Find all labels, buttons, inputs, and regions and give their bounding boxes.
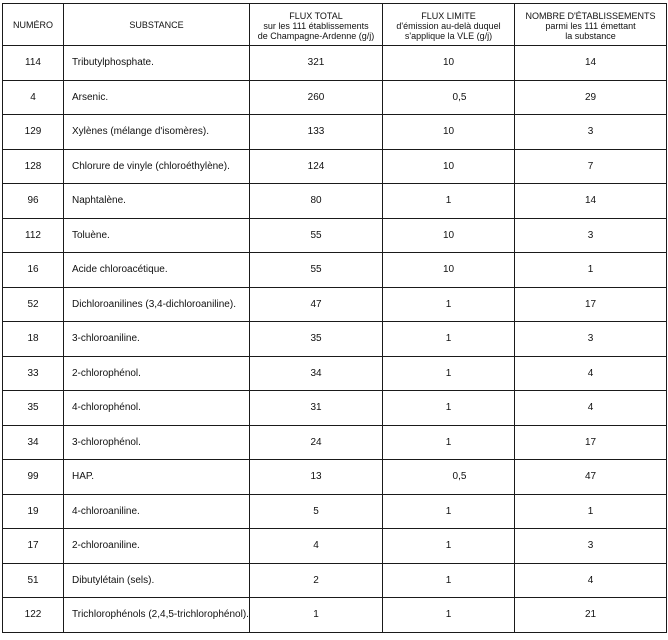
cell-substance: 3-chlorophénol.	[64, 425, 250, 460]
cell-flux-total: 80	[250, 184, 383, 219]
cell-nombre: 29	[515, 80, 667, 115]
cell-flux-total: 24	[250, 425, 383, 460]
cell-numero: 18	[3, 322, 64, 357]
header-flux-limite-line: FLUX LIMITE	[421, 11, 476, 21]
table-row	[3, 425, 667, 460]
cell-substance: Trichlorophénols (2,4,5-trichlorophénol).	[64, 598, 250, 633]
cell-numero: 52	[3, 287, 64, 322]
table-row	[3, 184, 667, 219]
cell-numero: 17	[3, 529, 64, 564]
cell-numero: 96	[3, 184, 64, 219]
cell-flux-total: 34	[250, 356, 383, 391]
cell-numero: 114	[3, 46, 64, 81]
cell-flux-total: 133	[250, 115, 383, 150]
cell-flux-limite: 1	[383, 529, 515, 564]
header-nombre-line: NOMBRE D'ÉTABLISSEMENTS	[525, 11, 656, 21]
cell-flux-total: 260	[250, 80, 383, 115]
cell-flux-limite: 1	[383, 356, 515, 391]
cell-substance: Acide chloroacétique.	[64, 253, 250, 288]
cell-substance: 2-chloroaniline.	[64, 529, 250, 564]
cell-flux-total: 5	[250, 494, 383, 529]
cell-substance: Toluène.	[64, 218, 250, 253]
table-row	[3, 80, 667, 115]
table-row	[3, 356, 667, 391]
header-numero: NUMÉRO	[3, 4, 64, 46]
cell-nombre: 1	[515, 494, 667, 529]
table-row	[3, 494, 667, 529]
cell-substance: Dibutylétain (sels).	[64, 563, 250, 598]
header-flux-total-line: FLUX TOTAL	[289, 11, 343, 21]
header-flux-total	[250, 4, 383, 46]
cell-numero: 33	[3, 356, 64, 391]
table-row	[3, 460, 667, 495]
header-nombre	[515, 4, 667, 46]
table-row	[3, 563, 667, 598]
cell-nombre: 17	[515, 287, 667, 322]
cell-substance: Arsenic.	[64, 80, 250, 115]
cell-flux-total: 55	[250, 253, 383, 288]
substances-table	[2, 3, 667, 633]
cell-flux-limite: 0,5	[383, 460, 515, 495]
cell-nombre: 3	[515, 218, 667, 253]
cell-flux-limite: 10	[383, 218, 515, 253]
cell-flux-total: 321	[250, 46, 383, 81]
header-flux-total-line: sur les 111 établissements	[263, 21, 369, 31]
cell-flux-total: 31	[250, 391, 383, 426]
header-substance: SUBSTANCE	[64, 4, 250, 46]
cell-flux-total: 2	[250, 563, 383, 598]
cell-nombre: 3	[515, 322, 667, 357]
table-row	[3, 287, 667, 322]
table-row	[3, 391, 667, 426]
cell-nombre: 3	[515, 115, 667, 150]
cell-nombre: 7	[515, 149, 667, 184]
cell-nombre: 21	[515, 598, 667, 633]
cell-flux-total: 4	[250, 529, 383, 564]
cell-numero: 4	[3, 80, 64, 115]
cell-flux-limite: 1	[383, 598, 515, 633]
cell-substance: 3-chloroaniline.	[64, 322, 250, 357]
cell-flux-total: 35	[250, 322, 383, 357]
cell-flux-limite: 10	[383, 115, 515, 150]
table-row	[3, 46, 667, 81]
header-nombre-line: parmi les 111 émettant	[545, 21, 636, 31]
cell-flux-limite: 1	[383, 184, 515, 219]
cell-nombre: 17	[515, 425, 667, 460]
table-body	[3, 46, 667, 633]
cell-substance: Tributylphosphate.	[64, 46, 250, 81]
cell-nombre: 4	[515, 356, 667, 391]
table-row	[3, 218, 667, 253]
table-header	[3, 4, 667, 46]
table-row	[3, 598, 667, 633]
header-flux-limite-line: s'applique la VLE (g/j)	[404, 31, 493, 41]
cell-flux-limite: 1	[383, 322, 515, 357]
cell-numero: 122	[3, 598, 64, 633]
cell-numero: 35	[3, 391, 64, 426]
header-flux-total-line: de Champagne-Ardenne (g/j)	[257, 31, 375, 41]
table-row	[3, 253, 667, 288]
cell-nombre: 3	[515, 529, 667, 564]
cell-numero: 99	[3, 460, 64, 495]
cell-numero: 34	[3, 425, 64, 460]
cell-flux-total: 47	[250, 287, 383, 322]
cell-substance: Chlorure de vinyle (chloroéthylène).	[64, 149, 250, 184]
cell-flux-limite: 1	[383, 391, 515, 426]
cell-substance: Dichloroanilines (3,4-dichloroaniline).	[64, 287, 250, 322]
cell-substance: 4-chloroaniline.	[64, 494, 250, 529]
cell-nombre: 14	[515, 46, 667, 81]
header-row	[3, 4, 667, 46]
cell-flux-total: 13	[250, 460, 383, 495]
cell-substance: Xylènes (mélange d'isomères).	[64, 115, 250, 150]
table-row	[3, 115, 667, 150]
header-nombre-line: la substance	[565, 31, 616, 41]
cell-numero: 51	[3, 563, 64, 598]
cell-substance: HAP.	[64, 460, 250, 495]
cell-flux-limite: 1	[383, 425, 515, 460]
table-row	[3, 149, 667, 184]
cell-flux-limite: 1	[383, 563, 515, 598]
cell-nombre: 4	[515, 563, 667, 598]
cell-flux-limite: 10	[383, 46, 515, 81]
cell-flux-total: 124	[250, 149, 383, 184]
cell-numero: 112	[3, 218, 64, 253]
cell-nombre: 4	[515, 391, 667, 426]
table-row	[3, 529, 667, 564]
cell-numero: 128	[3, 149, 64, 184]
cell-nombre: 47	[515, 460, 667, 495]
cell-flux-limite: 0,5	[383, 80, 515, 115]
cell-numero: 19	[3, 494, 64, 529]
header-flux-limite-line: d'émission au-delà duquel	[396, 21, 501, 31]
cell-numero: 129	[3, 115, 64, 150]
cell-nombre: 14	[515, 184, 667, 219]
cell-flux-total: 55	[250, 218, 383, 253]
table-row	[3, 322, 667, 357]
cell-numero: 16	[3, 253, 64, 288]
cell-substance: Naphtalène.	[64, 184, 250, 219]
header-flux-limite	[383, 4, 515, 46]
cell-substance: 2-chlorophénol.	[64, 356, 250, 391]
cell-substance: 4-chlorophénol.	[64, 391, 250, 426]
cell-flux-limite: 1	[383, 494, 515, 529]
cell-flux-limite: 1	[383, 287, 515, 322]
cell-flux-limite: 10	[383, 253, 515, 288]
cell-flux-total: 1	[250, 598, 383, 633]
cell-nombre: 1	[515, 253, 667, 288]
cell-flux-limite: 10	[383, 149, 515, 184]
